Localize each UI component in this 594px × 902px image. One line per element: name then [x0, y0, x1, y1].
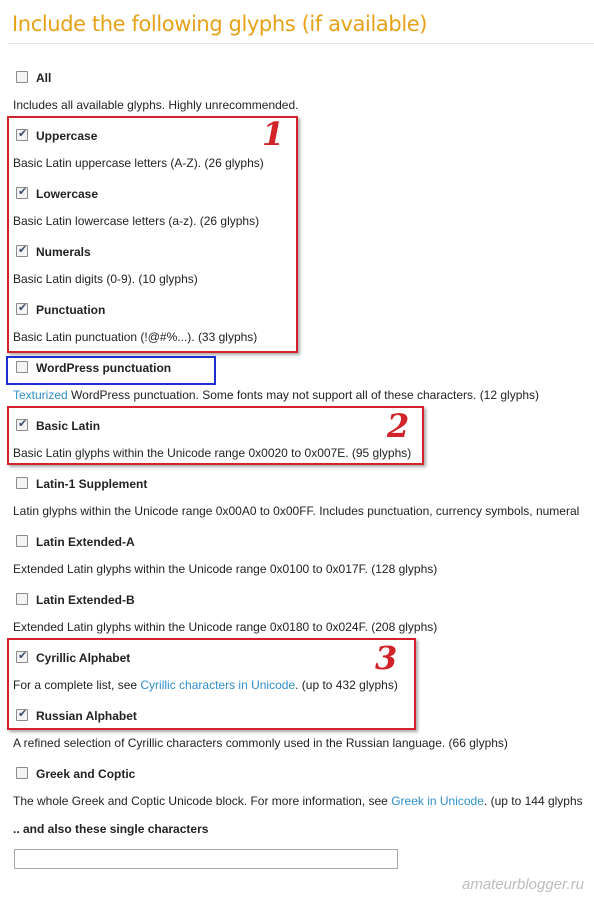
option-description: Basic Latin glyphs within the Unicode range 0x0020 to 0x007E. (95 glyphs) [13, 446, 412, 460]
option-label: Numerals [36, 245, 91, 259]
checkbox-latin-extended-a[interactable] [16, 535, 28, 547]
annotation-box-3 [7, 638, 416, 730]
description-text: WordPress punctuation. Some fonts may not support all of these characters. (12 glyphs) [67, 388, 540, 402]
checkbox-latin-extended-b[interactable] [16, 593, 28, 605]
checkbox-latin-1-supplement[interactable] [16, 477, 28, 489]
option-description [13, 794, 583, 808]
option-label: Latin-1 Supplement [36, 477, 148, 491]
option-description [13, 388, 539, 402]
annotation-number-2: 2 [387, 407, 410, 445]
option-label: All [36, 71, 52, 85]
option-label: Uppercase [36, 129, 98, 143]
cyrillic-unicode-link[interactable]: Cyrillic characters in Unicode [140, 678, 296, 692]
annotation-box-blue [6, 356, 216, 385]
option-description: Latin glyphs within the Unicode range 0x00A0 to 0x00FF. Includes punctuation, currency symbols, numeral [13, 504, 580, 518]
checkbox-all[interactable] [16, 71, 28, 83]
option-label: Punctuation [36, 303, 106, 317]
option-label: Greek and Coptic [36, 767, 136, 781]
option-description: A refined selection of Cyrillic characters commonly used in the Russian language. (66 glyphs) [13, 736, 508, 750]
description-text: . (up to 144 glyphs [483, 794, 583, 808]
greek-unicode-link[interactable]: Greek in Unicode [391, 794, 484, 808]
option-label: Basic Latin [36, 419, 101, 433]
watermark: amateurblogger.ru [461, 876, 584, 893]
option-label: Russian Alphabet [36, 709, 137, 723]
annotation-number-3: 3 [375, 639, 398, 677]
single-characters-input[interactable] [14, 849, 398, 869]
option-label: WordPress punctuation [36, 361, 172, 375]
single-characters-label: .. and also these single characters [13, 822, 209, 836]
texturized-link[interactable]: Texturized [13, 388, 68, 402]
option-label: Cyrillic Alphabet [36, 651, 131, 665]
page-title: Include the following glyphs (if available) [12, 12, 428, 36]
description-text: For a complete list, see [13, 678, 141, 692]
option-description: Extended Latin glyphs within the Unicode range 0x0180 to 0x024F. (208 glyphs) [13, 620, 438, 634]
option-description: Basic Latin uppercase letters (A-Z). (26 glyphs) [13, 156, 264, 170]
checkbox-greek-and-coptic[interactable] [16, 767, 28, 779]
option-label: Lowercase [36, 187, 99, 201]
option-label: Latin Extended-B [36, 593, 135, 607]
description-text: The whole Greek and Coptic Unicode block. For more information, see [13, 794, 392, 808]
title-divider [8, 43, 594, 44]
option-description: Basic Latin digits (0-9). (10 glyphs) [13, 272, 198, 286]
option-description: Extended Latin glyphs within the Unicode range 0x0100 to 0x017F. (128 glyphs) [13, 562, 438, 576]
option-description: Includes all available glyphs. Highly unrecommended. [13, 98, 299, 112]
annotation-box-2 [7, 406, 424, 465]
annotation-box-1 [7, 116, 298, 353]
description-text: . (up to 432 glyphs) [295, 678, 398, 692]
option-description: Basic Latin lowercase letters (a-z). (26 glyphs) [13, 214, 260, 228]
annotation-number-1: 1 [262, 115, 285, 153]
option-label: Latin Extended-A [36, 535, 135, 549]
option-description: Basic Latin punctuation (!@#%...). (33 glyphs) [13, 330, 258, 344]
